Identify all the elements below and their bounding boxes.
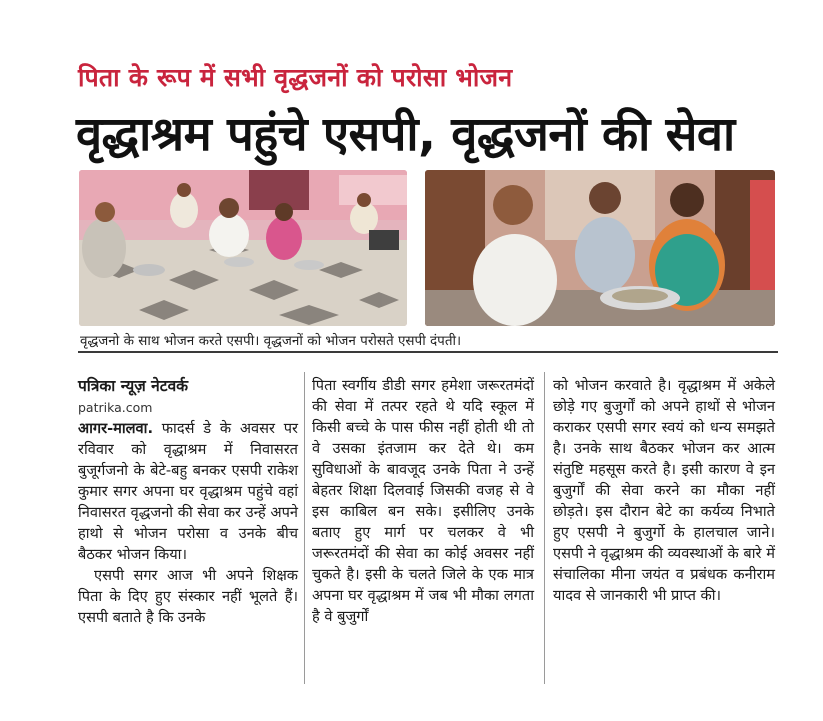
paragraph-1	[78, 418, 298, 565]
column-2-text: पिता स्वर्गीय डीडी सगर हमेशा जरूरतमंदों की सेवा में तत्पर रहते थे यदि स्कूल में किसी बच्चे के पास फीस नहीं होती थी तो वे उसका इंतजाम कर देते थे। कम सुविधाओं के बावजूद उनके पिता ने उन्हें बेहतर शिक्षा दिलवाई जिसकी वजह से वे इस काबिल बन सके। इसीलिए उनके बताए हुए मार्ग पर चलकर वे भी जरूरतमंदों की सेवा का कोई अवसर नहीं चुकते है। इसी के चलते जिले के एक मात्र अपना घर वृद्धाश्रम में जब भी मौका लगता है वे बुजुर्गों	[312, 377, 534, 625]
column-3	[553, 375, 775, 606]
column-divider	[544, 372, 545, 684]
dateline: आगर-मालवा.	[78, 420, 153, 437]
site-link[interactable]: patrika.com	[78, 400, 153, 415]
column-2	[312, 375, 534, 627]
column-3-text: को भोजन करवाते है। वृद्धाश्रम में अकेले छोड़े गए बुजुर्गों को अपने हाथों से भोजन कराकर एसपी सगर स्वयं को धन्य समझते है। उनके साथ बैठकर भोजन कर आत्म संतुष्टि महसूस करते है। इसी कारण वे इन बुजुर्गों की सेवा करने का मौका नहीं छोड़ते। इस दौरान बेटे का कर्यव्य निभाते हुए एसपी ने बुजुर्गो के हालचाल जाने। एसपी ने वृद्धाश्रम की व्यवस्थाओं के बारे में संचालिका मीना जयंत व प्रबंधक कनीराम यादव से जानकारी भी प्राप्त की।	[553, 377, 775, 604]
photo-sp-couple-serving	[425, 170, 775, 326]
kicker-headline: पिता के रूप में सभी वृद्धजनों को परोसा भोजन	[78, 63, 513, 92]
caption-rule	[78, 351, 778, 353]
main-headline: वृद्धाश्रम पहुंचे एसपी, वृद्धजनों की सेवा	[76, 107, 735, 162]
column-1	[78, 376, 298, 628]
paragraph-2: एसपी सगर आज भी अपने शिक्षक पिता के दिए हुए संस्कार नहीं भूलते हैं। एसपी बताते है कि उनके	[78, 567, 298, 626]
photo-caption: वृद्धजनो के साथ भोजन करते एसपी। वृद्धजनों को भोजन परोसते एसपी दंपती।	[80, 333, 462, 349]
column-divider	[304, 372, 305, 684]
paragraph-1-text: फादर्स डे के अवसर पर रविवार को वृद्धाश्रम में निवासरत बुजूर्गजनो के बेटे-बहु बनकर एसपी राकेश कुमार सगर अपना घर वृद्धाश्रम पहुंचे वहां निवासरत वृद्धजनो की सेवा कर उन्हें अपने हाथो से भोजन परोसा व उनके बीच बैठकर भोजन किया।	[78, 420, 298, 563]
photo-sp-eating-with-elders	[79, 170, 407, 326]
byline: पत्रिका न्यूज़ नेटवर्क	[78, 377, 189, 395]
